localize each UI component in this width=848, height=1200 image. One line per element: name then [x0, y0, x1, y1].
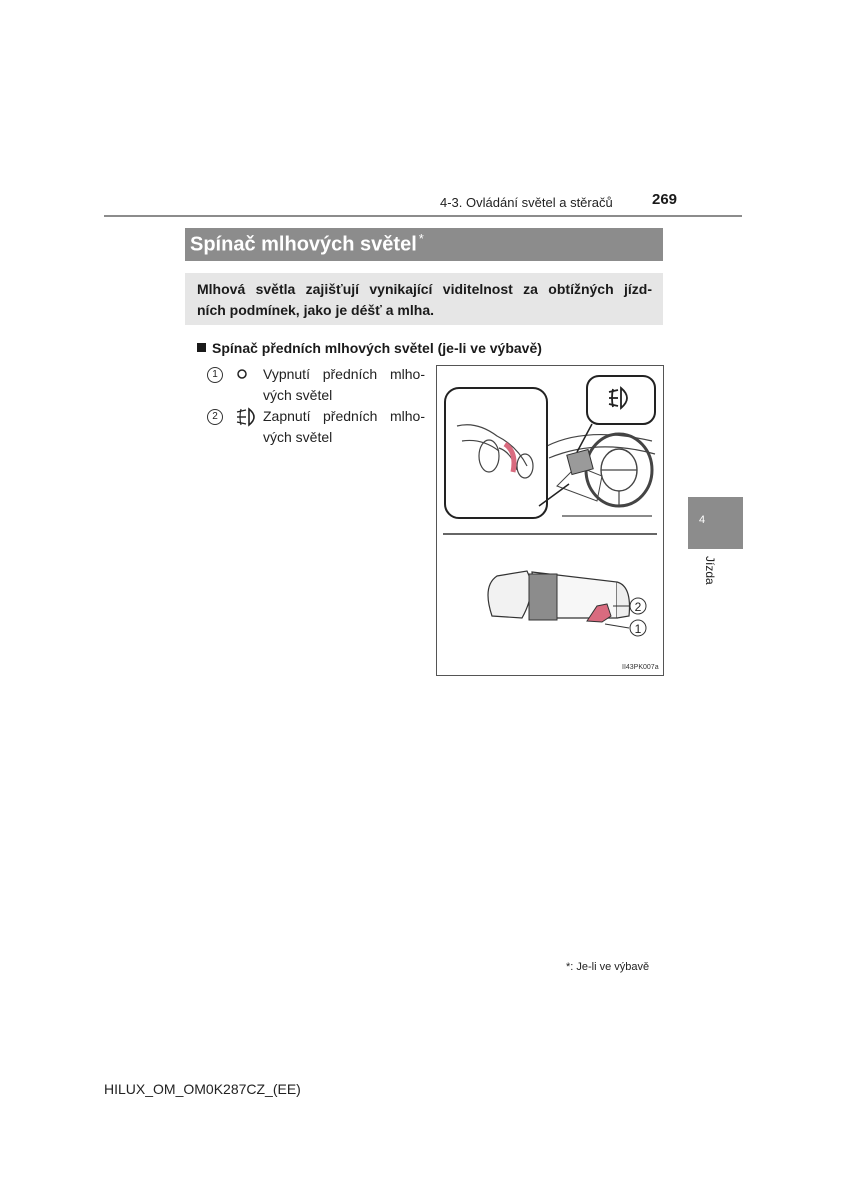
figure-callout-2: 2 — [634, 600, 642, 614]
item-desc-line2: vých světel — [263, 429, 333, 445]
chapter-side-tab — [688, 497, 743, 549]
page-title-text: Spínač mlhových světel — [190, 233, 417, 256]
fog-light-switch-illustration — [437, 366, 663, 675]
front-fog-light-icon — [235, 406, 261, 434]
item-desc-line1: Zapnutí předních mlho- — [263, 408, 425, 424]
item-number-circle: 1 — [207, 367, 223, 383]
intro-line-1: Mlhová světla zajišťují vynikající viditelnost za obtížných jízd- — [197, 281, 652, 297]
title-asterisk: * — [418, 231, 424, 246]
sub-heading — [197, 340, 542, 356]
footnote: *: Je-li ve výbavě — [566, 961, 650, 973]
list-item — [207, 364, 437, 406]
bullet-square-icon — [197, 343, 206, 352]
intro-box — [185, 273, 663, 325]
footer-code: HILUX_OM_OM0K287CZ_(EE) — [104, 1081, 301, 1097]
illustration-figure — [436, 365, 664, 676]
item-desc-line1: Vypnutí předních mlho- — [263, 366, 425, 382]
figure-callout-1: 1 — [634, 622, 642, 636]
header-section-title: 4-3. Ovládání světel a stěračů — [440, 195, 613, 210]
sub-heading-text: Spínač předních mlhových světel (je-li ve výbavě) — [212, 340, 542, 356]
chapter-number: 4 — [699, 514, 706, 526]
page-number: 269 — [652, 191, 678, 208]
page-title — [190, 231, 424, 257]
title-bar — [185, 228, 663, 261]
chapter-side-label: Jízda — [703, 556, 717, 585]
off-circle-icon — [235, 364, 249, 390]
list-item — [207, 406, 437, 448]
intro-line-2: ních podmínek, jako je déšť a mlha. — [197, 302, 434, 318]
item-desc-line2: vých světel — [263, 387, 333, 403]
figure-code: II43PK007a — [622, 664, 659, 671]
item-number-circle: 2 — [207, 409, 223, 425]
header-rule — [104, 215, 742, 217]
